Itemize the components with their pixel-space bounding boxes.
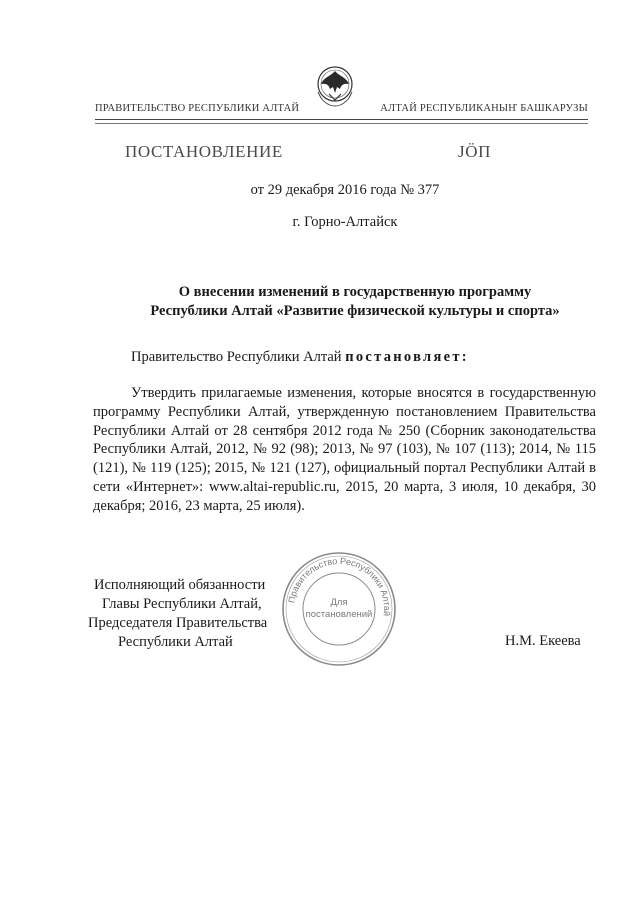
government-name-russian: ПРАВИТЕЛЬСТВО РЕСПУБЛИКИ АЛТАЙ xyxy=(95,103,300,114)
signatory-title-line-2: Главы Республики Алтай, xyxy=(102,596,262,612)
stamp-center-line-1: Для xyxy=(330,597,348,608)
document-title-line-1: О внесении изменений в государственную программу xyxy=(178,284,532,300)
stamp-ring-text: Правительство Республики Алтай xyxy=(286,555,393,617)
document-date-number: от 29 декабря 2016 года № 377 xyxy=(250,182,440,198)
signatory-title-line-1: Исполняющий обязанности xyxy=(94,577,266,593)
header-divider-thick xyxy=(95,119,588,120)
government-name-altai: АЛТАЙ РЕСПУБЛИКАНЫҤ БАШКАРУЗЫ xyxy=(380,103,588,114)
signatory-title-line-3: Председателя Правительства xyxy=(88,615,268,631)
altai-republic-emblem-icon xyxy=(312,62,358,112)
document-city: г. Горно-Алтайск xyxy=(292,214,398,230)
document-body: Утвердить прилагаемые изменения, которые вносятся в государственную программу Республики Алтай, утвержденную постановлением Правительства Республики Алтай от 28 сентября 2012 года № 250 (Сборник законодательства Республики Алтай, 2012, № 92 (98); 2013, № 97 (103), № 107 (113); 2014, № 115 (121), № 119 (125); 2015, № 121 (127), официальный портал Республики Алтай в сети «Интернет»: www.altai-republic.ru, 2015, 20 марта, 3 июля, 10 декабря, 30 декабря; 2016, 23 марта, 25 июля). xyxy=(93,385,596,514)
stamp-center-line-2: постановлений xyxy=(305,609,373,620)
decree-verb: постановляет: xyxy=(345,349,469,365)
header-divider-thin xyxy=(95,123,588,124)
document-kind-altai: ЈӦП xyxy=(458,142,491,161)
document-kind-russian: ПОСТАНОВЛЕНИЕ xyxy=(125,142,283,161)
signer-name: Н.М. Екеева xyxy=(505,633,581,649)
official-seal-stamp-icon xyxy=(279,549,399,669)
decree-intro: Правительство Республики Алтай xyxy=(131,349,342,365)
decree-statement xyxy=(131,349,469,366)
signatory-title xyxy=(88,576,267,652)
signatory-title-line-4: Республики Алтай xyxy=(118,634,233,650)
document-title xyxy=(120,283,590,321)
document-title-line-2: Республики Алтай «Развитие физической культуры и спорта» xyxy=(150,303,560,319)
